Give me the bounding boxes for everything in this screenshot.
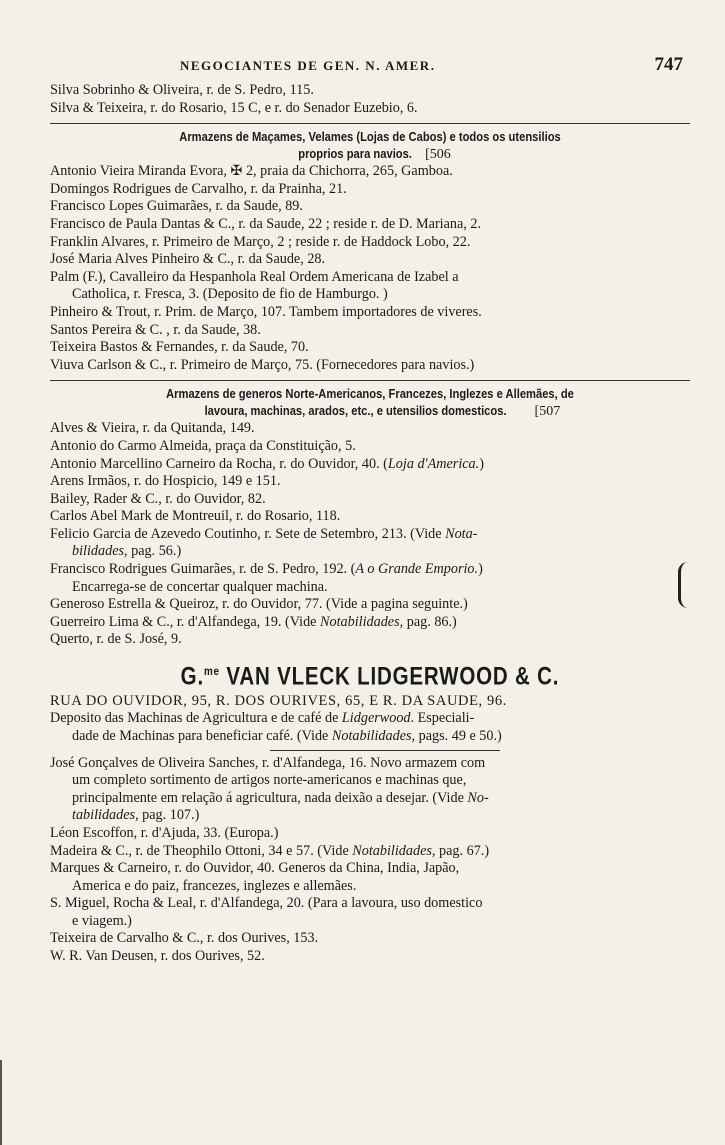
- directory-entry: [50, 491, 690, 509]
- firm-banner: [108, 655, 633, 692]
- entry-text: America e do paiz, francezes, inglezes e allemães.: [72, 877, 357, 894]
- entry-italic: tabilidades: [72, 807, 136, 824]
- entry-text: Querto, r. de S. José, 9.: [50, 631, 182, 648]
- entry-italic: Notabilidades: [352, 842, 432, 859]
- entry-text: Antonio Marcellino Carneiro da Rocha, r. do Ouvidor, 40. (: [50, 455, 388, 472]
- entry-italic: Notabilidades: [320, 613, 400, 630]
- section-heading-text: proprios para navios.: [298, 146, 413, 162]
- directory-entry: [50, 526, 690, 544]
- page-number: 747: [654, 54, 683, 75]
- directory-entry: [50, 561, 690, 579]
- directory-entry: [50, 596, 690, 614]
- section-506-entries: [50, 163, 690, 374]
- directory-entry-continuation: [50, 543, 690, 561]
- entry-text: Encarrega-se de concertar qualquer machina.: [72, 578, 328, 595]
- entry-text: , pag. 107.): [135, 807, 200, 824]
- section-heading-507: Armazens de generos Norte-Americanos, Francezes, Inglezes e Allemães, de: [166, 386, 574, 402]
- directory-entry-continuation: Catholica, r. Fresca, 3. (Deposito de fio de Hamburgo. ): [72, 286, 388, 303]
- directory-entry: [50, 755, 690, 773]
- directory-entry: Silva & Teixeira, r. do Rosario, 15 C, e r. do Senador Euzebio, 6.: [50, 99, 418, 116]
- entry-italic: bilidades: [72, 543, 125, 560]
- firm-desc-italic: Notabilidades: [331, 727, 412, 744]
- directory-entry: Franklin Alvares, r. Primeiro de Março, 2 ; reside r. de Haddock Lobo, 22.: [50, 233, 471, 250]
- directory-entry: Teixeira Bastos & Fernandes, r. da Saude, 70.: [50, 339, 309, 356]
- directory-entry-continuation: [50, 579, 690, 597]
- entry-text: Antonio do Carmo Almeida, praça da Constituição, 5.: [50, 437, 356, 454]
- directory-entry: Antonio Vieira Miranda Evora, ✠ 2, praia da Chichorra, 265, Gamboa.: [50, 163, 453, 180]
- firm-description: [50, 728, 690, 746]
- section-divider: [50, 123, 690, 124]
- entry-italic: Loja d'America.: [387, 455, 480, 472]
- entry-text: Arens Irmãos, r. do Hospicio, 149 e 151.: [50, 473, 281, 490]
- firm-divider: [270, 750, 500, 751]
- section-heading-text: lavoura, machinas, arados, etc., e utensilios domesticos.: [204, 403, 507, 419]
- entry-italic: No-: [467, 789, 489, 806]
- entry-text: principalmente em relação á agricultura, nada deixão a desejar. (Vide: [72, 789, 468, 806]
- entry-text: José Gonçalves de Oliveira Sanches, r. d'Alfandega, 16. Novo armazem com: [50, 754, 486, 771]
- entry-text: Francisco Rodrigues Guimarães, r. de S. Pedro, 192. (: [50, 561, 356, 578]
- directory-entry: Viuva Carlson & C., r. Primeiro de Março, 75. (Fornecedores para navios.): [50, 356, 475, 373]
- section-heading-507-line2: [50, 402, 690, 420]
- entry-text: ): [478, 561, 483, 578]
- firm-followup-entries: [50, 755, 690, 966]
- directory-entry: [50, 930, 690, 948]
- entry-text: Bailey, Rader & C., r. do Ouvidor, 82.: [50, 490, 266, 507]
- entry-text: , pag. 67.): [431, 842, 490, 859]
- directory-entry: [50, 473, 690, 491]
- directory-entry: [50, 843, 690, 861]
- running-head: NEGOCIANTES DE GEN. N. AMER.: [180, 58, 436, 73]
- section-divider: [50, 380, 690, 381]
- firm-desc-text: Deposito das Machinas de Agricultura e de café de: [50, 710, 342, 727]
- directory-entry: [50, 948, 690, 966]
- entry-text: Carlos Abel Mark de Montreuil, r. do Rosario, 118.: [50, 508, 341, 525]
- firm-desc-text: . Especiali-: [410, 710, 475, 727]
- directory-entry-continuation: [50, 807, 690, 825]
- firm-name-prefix: G.: [180, 662, 204, 691]
- directory-entry: Palm (F.), Cavalleiro da Hespanhola Real Ordem Americana de Izabel a: [50, 268, 459, 285]
- section-heading-506: Armazens de Maçames, Velames (Lojas de Cabos) e todos os utensilios: [179, 129, 561, 145]
- directory-entry: [50, 631, 690, 649]
- firm-name-sup: me: [203, 664, 220, 679]
- directory-entry: [50, 456, 690, 474]
- directory-entry: [50, 825, 690, 843]
- firm-description: [50, 710, 690, 728]
- directory-entry: José Maria Alves Pinheiro & C., r. da Saude, 28.: [50, 251, 326, 268]
- entry-text: e viagem.): [72, 912, 132, 929]
- entry-text: um completo sortimento de artigos norte-americanos e machinas que,: [72, 772, 467, 789]
- directory-entry-continuation: [50, 913, 690, 931]
- margin-bracket: [678, 562, 693, 608]
- directory-entry: [50, 614, 690, 632]
- entry-text: Felicio Garcia de Azevedo Coutinho, r. Sete de Setembro, 213. (Vide: [50, 525, 446, 542]
- directory-entry: Pinheiro & Trout, r. Prim. de Março, 107. Tambem importadores de viveres.: [50, 303, 482, 320]
- directory-entry: [50, 860, 690, 878]
- entry-text: Léon Escoffon, r. d'Ajuda, 33. (Europa.): [50, 824, 279, 841]
- firm-desc-text: , pags. 49 e 50.): [411, 727, 502, 744]
- directory-entry: [50, 420, 690, 438]
- directory-entry: [50, 895, 690, 913]
- entry-text: Alves & Vieira, r. da Quitanda, 149.: [50, 420, 255, 437]
- directory-entry: Francisco de Paula Dantas & C., r. da Saude, 22 ; reside r. de D. Mariana, 2.: [50, 215, 482, 232]
- entry-italic: Nota-: [445, 525, 478, 542]
- directory-entry: Domingos Rodrigues de Carvalho, r. da Prainha, 21.: [50, 180, 347, 197]
- entry-text: Madeira & C., r. de Theophilo Ottoni, 34 e 57. (Vide: [50, 842, 353, 859]
- section-507-entries: [50, 420, 690, 649]
- directory-entry: Silva Sobrinho & Oliveira, r. de S. Pedro, 115.: [50, 82, 314, 98]
- entry-text: , pag. 56.): [124, 543, 182, 560]
- entry-italic: A o Grande Emporio.: [355, 561, 479, 578]
- directory-entry-continuation: [50, 772, 690, 790]
- entry-text: ): [479, 455, 484, 472]
- directory-entry: Santos Pereira & C. , r. da Saude, 38.: [50, 321, 261, 338]
- directory-entry-continuation: [50, 790, 690, 808]
- entry-text: Teixeira de Carvalho & C., r. dos Ourives, 153.: [50, 930, 319, 947]
- section-code: [506: [425, 147, 451, 163]
- directory-entry: Francisco Lopes Guimarães, r. da Saude, 89.: [50, 198, 303, 215]
- page-spine-mark: [0, 1060, 2, 1145]
- section-code: [507: [534, 404, 561, 420]
- section-heading-506-line2: [50, 145, 690, 163]
- entry-text: Generoso Estrella & Queiroz, r. do Ouvidor, 77. (Vide a pagina seguinte.): [50, 596, 468, 613]
- entry-text: , pag. 86.): [399, 613, 457, 630]
- entry-text: W. R. Van Deusen, r. dos Ourives, 52.: [50, 948, 265, 965]
- firm-desc-italic: Lidgerwood: [341, 710, 411, 727]
- entry-text: Marques & Carneiro, r. do Ouvidor, 40. Generos da China, India, Japão,: [50, 860, 460, 877]
- entry-text: Guerreiro Lima & C., r. d'Alfandega, 19. (Vide: [50, 613, 321, 630]
- firm-desc-text: dade de Machinas para beneficiar café. (Vide: [72, 727, 332, 744]
- firm-address: RUA DO OUVIDOR, 95, R. DOS OURIVES, 65, E R. DA SAUDE, 96.: [50, 693, 507, 710]
- page-body: [50, 82, 690, 966]
- directory-entry: [50, 508, 690, 526]
- entry-text: S. Miguel, Rocha & Leal, r. d'Alfandega, 20. (Para a lavoura, uso domestico: [50, 895, 483, 912]
- directory-entry: [50, 438, 690, 456]
- directory-entry-continuation: [50, 878, 690, 896]
- firm-name: VAN VLECK LIDGERWOOD & C.: [219, 662, 560, 691]
